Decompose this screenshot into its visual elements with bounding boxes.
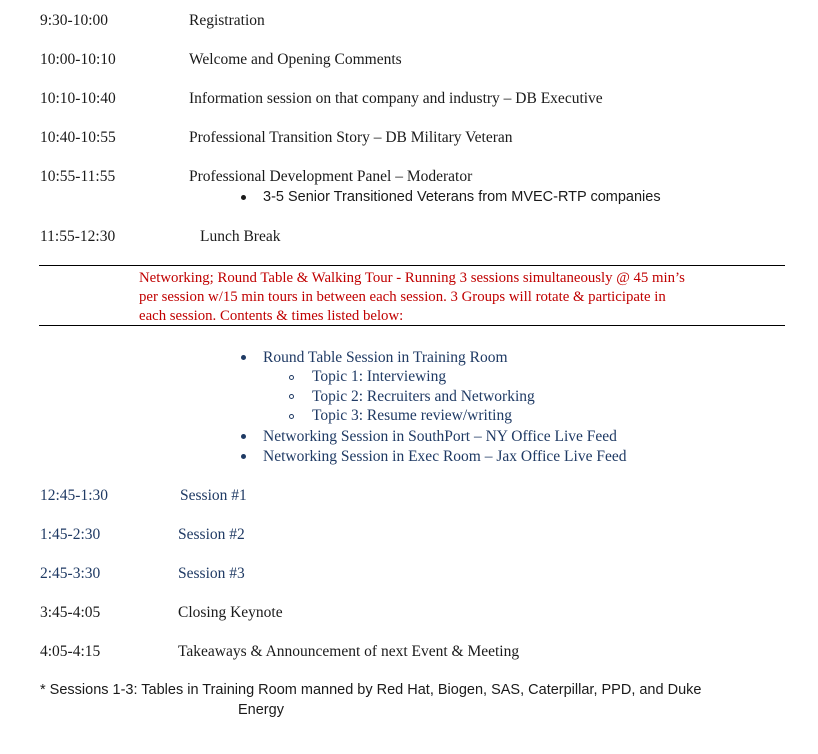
agenda-time: 10:00-10:10 — [40, 51, 116, 68]
footnote-line: Energy — [238, 702, 284, 718]
agenda-time: 11:55-12:30 — [40, 228, 116, 245]
bullet-icon — [241, 454, 246, 459]
agenda-time: 3:45-4:05 — [40, 604, 101, 621]
divider-bottom — [39, 325, 785, 326]
agenda-item: Welcome and Opening Comments — [189, 51, 402, 68]
note-line: per session w/15 min tours in between each session. 3 Groups will rotate & participate in — [139, 289, 666, 305]
panel-sub-item: 3-5 Senior Transitioned Veterans from MVEC-RTP companies — [263, 189, 661, 205]
agenda-item: Registration — [189, 12, 265, 29]
agenda-item: Professional Development Panel – Moderator — [189, 168, 473, 185]
circle-bullet-icon — [289, 414, 294, 419]
agenda-item: Session #3 — [178, 565, 245, 582]
agenda-item: Session #1 — [180, 487, 247, 504]
southport-item: Networking Session in SouthPort – NY Office Live Feed — [263, 428, 617, 445]
topic-item: Topic 2: Recruiters and Networking — [312, 388, 535, 405]
agenda-time: 12:45-1:30 — [40, 487, 109, 504]
footnote-line: * Sessions 1-3: Tables in Training Room manned by Red Hat, Biogen, SAS, Caterpillar, PPD, and Duke — [40, 682, 702, 698]
agenda-item: Session #2 — [178, 526, 245, 543]
agenda-time: 1:45-2:30 — [40, 526, 101, 543]
agenda-time: 10:40-10:55 — [40, 129, 116, 146]
topic-item: Topic 1: Interviewing — [312, 368, 447, 385]
agenda-time: 2:45-3:30 — [40, 565, 101, 582]
divider-top — [39, 265, 785, 266]
round-table-item: Round Table Session in Training Room — [263, 349, 508, 366]
agenda-item: Closing Keynote — [178, 604, 283, 621]
note-line: Networking; Round Table & Walking Tour - Running 3 sessions simultaneously @ 45 min’s — [139, 270, 685, 286]
topic-item: Topic 3: Resume review/writing — [312, 407, 512, 424]
bullet-icon — [241, 434, 246, 439]
agenda-time: 4:05-4:15 — [40, 643, 101, 660]
agenda-item: Professional Transition Story – DB Military Veteran — [189, 129, 513, 146]
agenda-item: Takeaways & Announcement of next Event & Meeting — [178, 643, 520, 660]
bullet-icon — [241, 195, 246, 200]
agenda-item: Lunch Break — [200, 228, 281, 245]
bullet-icon — [241, 355, 246, 360]
agenda-item: Information session on that company and industry – DB Executive — [189, 90, 603, 107]
circle-bullet-icon — [289, 394, 294, 399]
note-line: each session. Contents & times listed below: — [139, 308, 404, 324]
agenda-time: 9:30-10:00 — [40, 12, 109, 29]
agenda-time: 10:10-10:40 — [40, 90, 116, 107]
exec-room-item: Networking Session in Exec Room – Jax Office Live Feed — [263, 448, 627, 465]
agenda-time: 10:55-11:55 — [40, 168, 116, 185]
circle-bullet-icon — [289, 375, 294, 380]
